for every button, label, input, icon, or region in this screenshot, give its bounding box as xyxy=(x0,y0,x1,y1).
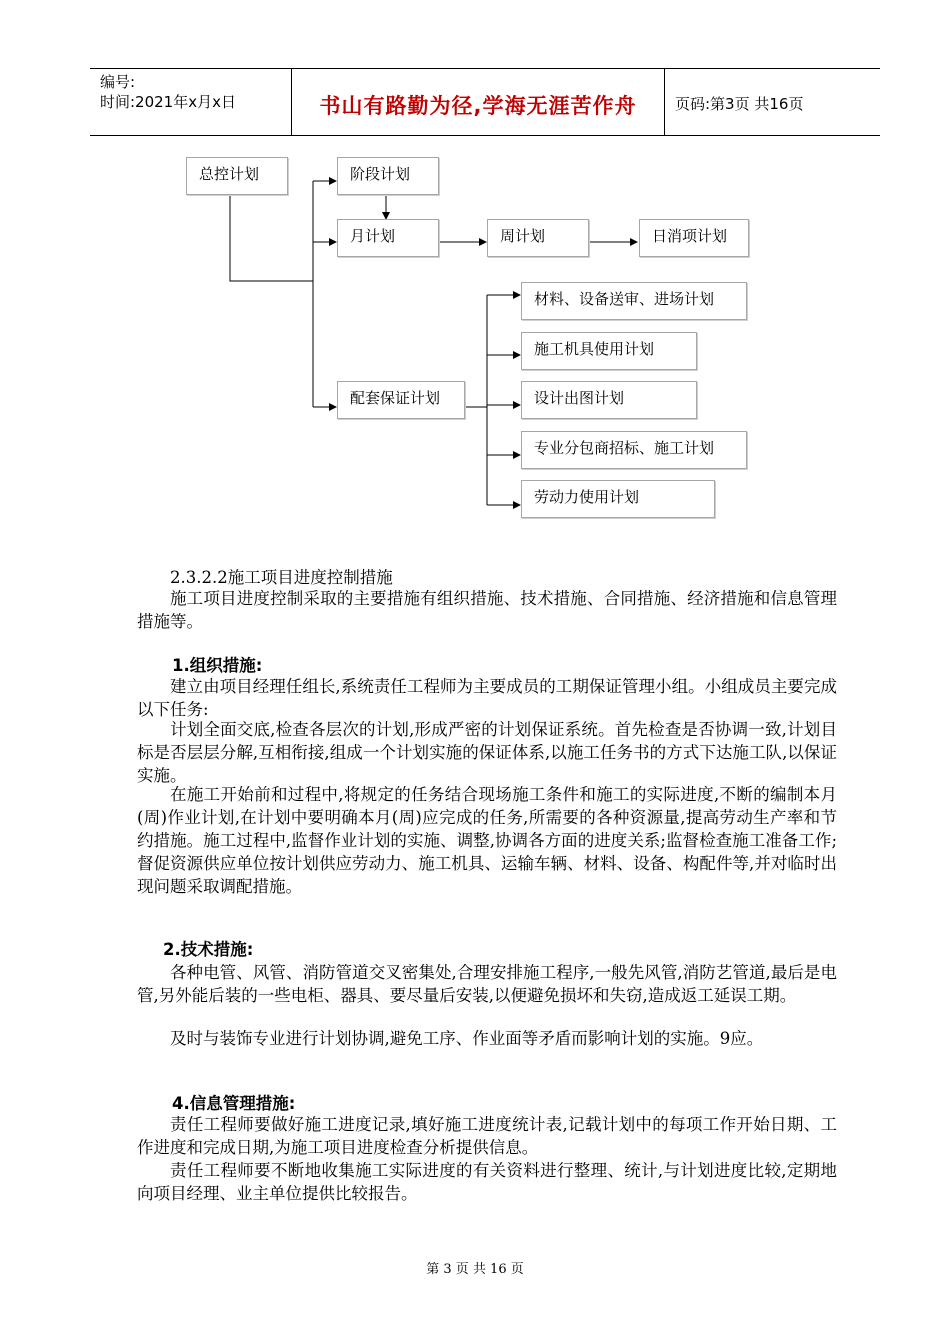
node-total-plan: 总控计划 xyxy=(186,157,288,195)
doc-time-label: 时间:2021年x月x日 xyxy=(100,93,236,111)
connector-line xyxy=(230,194,313,281)
diagram-connectors xyxy=(0,0,950,540)
tech-heading: 2.技术措施: xyxy=(163,940,254,959)
node-subcontract-plan: 专业分包商招标、施工计划 xyxy=(521,431,747,469)
node-labor-plan: 劳动力使用计划 xyxy=(521,480,715,518)
org-paragraph-1: 建立由项目经理任组长,系统责任工程师为主要成员的工期保证管理小组。小组成员主要完成以下任务: xyxy=(137,677,837,719)
header-motto: 书山有路勤为径,学海无涯苦作舟 xyxy=(319,94,637,118)
tech-paragraph-1: 各种电管、风管、消防管道交叉密集处,合理安排施工程序,一般先风管,消防艺管道,最后是电管,另外能后装的一些电柜、器具、要尽量后安装,以便避免损坏和失窃,造成返工延误工期。 xyxy=(137,963,837,1005)
node-materials-plan: 材料、设备送审、进场计划 xyxy=(521,282,747,320)
section-intro: 施工项目进度控制采取的主要措施有组织措施、技术措施、合同措施、经济措施和信息管理措施等。 xyxy=(137,589,837,631)
node-month-plan: 月计划 xyxy=(337,219,439,257)
org-heading: 1.组织措施: xyxy=(172,656,263,675)
org-paragraph-3: 在施工开始前和过程中,将规定的任务结合现场施工条件和施工的实际进度,不断的编制本月(周)作业计划,在计划中要明确本月(周)应完成的任务,所需要的各种资源量,提高劳动生产率和节约措施。施工过程中,监督作业计划的实施、调整,协调各方面的进度关系;监督检查施工准备工作;督促资源供应单位按计划供应劳动力、施工机具、运输车辆、材料、设备、构配件等,并对临时出现问题采取调配措施。 xyxy=(137,785,837,896)
header-page-number: 页码:第3页 共16页 xyxy=(675,95,804,113)
node-week-plan: 周计划 xyxy=(487,219,589,257)
info-paragraph-2: 责任工程师要不断地收集施工实际进度的有关资料进行整理、统计,与计划进度比较,定期地向项目经理、业主单位提供比较报告。 xyxy=(137,1161,837,1203)
info-paragraph-1: 责任工程师要做好施工进度记录,填好施工进度统计表,记载计划中的每项工作开始日期、工作进度和完成日期,为施工项目进度检查分析提供信息。 xyxy=(137,1115,837,1157)
node-machinery-plan: 施工机具使用计划 xyxy=(521,332,697,370)
node-stage-plan: 阶段计划 xyxy=(337,157,439,195)
tech-paragraph-2: 及时与装饰专业进行计划协调,避免工序、作业面等矛盾而影响计划的实施。9应。 xyxy=(170,1029,764,1048)
section-heading: 2.3.2.2施工项目进度控制措施 xyxy=(170,568,393,587)
node-daily-plan: 日消项计划 xyxy=(639,219,749,257)
info-heading: 4.信息管理措施: xyxy=(172,1094,296,1113)
node-design-plan: 设计出图计划 xyxy=(521,381,697,419)
doc-number-label: 编号: xyxy=(100,73,136,91)
org-paragraph-2: 计划全面交底,检查各层次的计划,形成严密的计划保证系统。首先检查是否协调一致,计划目标是否层层分解,互相衔接,组成一个计划实施的保证体系,以施工任务书的方式下达施工队,以保证实施。 xyxy=(137,720,837,785)
node-support-plan: 配套保证计划 xyxy=(337,381,465,419)
footer-page-number: 第 3 页 共 16 页 xyxy=(426,1262,524,1277)
